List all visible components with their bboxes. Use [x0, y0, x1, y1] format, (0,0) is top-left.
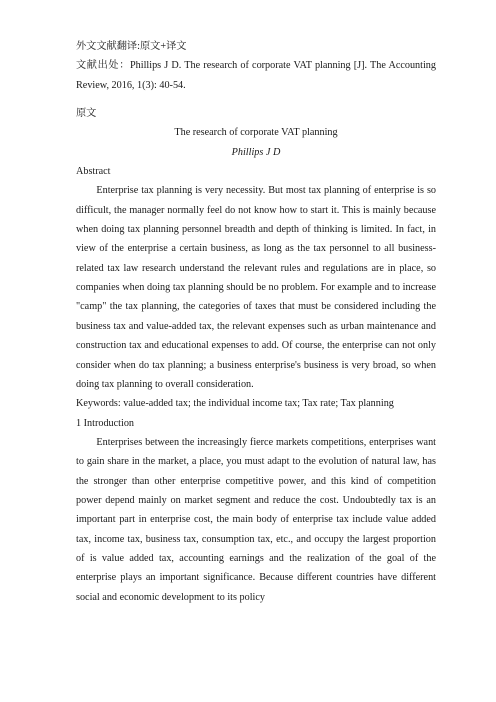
abstract-paragraph: Enterprise tax planning is very necessity. But most tax planning of enterprise is so difficult, the manager normally feel do not know how to start it. This is mainly because when doing tax planning personnel breadth and depth of thinking is limited. In fact, in view of the enterprise a certain business, as long as the tax personnel to all business-related tax law research understand the relevant rules and regulations are in place, so companies when doing tax planning should be no problem. For example and to increase "camp" the tax planning, the categories of taxes that must be considered including the business tax and value-added tax, the relevant expenses such as urban maintenance and construction tax and educational expenses to add. Of course, the enterprise can not only consider when do tax planning; a business enterprise's business is very broad, so when doing tax planning to overall consideration. — [76, 185, 436, 390]
section-label-original: 原文 — [76, 108, 97, 120]
document-heading-cn: 外文文献翻译:原文+译文 — [76, 41, 187, 52]
source-citation: 文献出处：Phillips J D. The research of corporate VAT planning [J]. The Accounting Review, 2016, 1(3): 40-54. — [76, 60, 436, 91]
spacer — [76, 95, 436, 104]
abstract-heading: Abstract — [76, 166, 111, 178]
paper-title: The research of corporate VAT planning — [174, 127, 338, 139]
introduction-paragraph: Enterprises between the increasingly fierce markets competitions, enterprises want to gain share in the market, a place, you must adapt to the evolution of natural law, has the stronger than other enterprise competitive power, and this kind of competition power depend mainly on market segment and reduce the cost. Undoubtedly tax is an important part in enterprise cost, the main body of enterprise tax include value added tax, income tax, business tax, consumption tax, etc., and occupy the largest proportion of is value added tax, accounting earnings and the realization of the goal of the enterprise plays an important significance. Because different countries have different social and economic development to its policy — [76, 436, 436, 603]
paper-author: Phillips J D — [231, 146, 281, 158]
introduction-heading: 1 Introduction — [76, 417, 135, 429]
keywords-line: Keywords: value-added tax; the individual income tax; Tax rate; Tax planning — [76, 398, 394, 410]
